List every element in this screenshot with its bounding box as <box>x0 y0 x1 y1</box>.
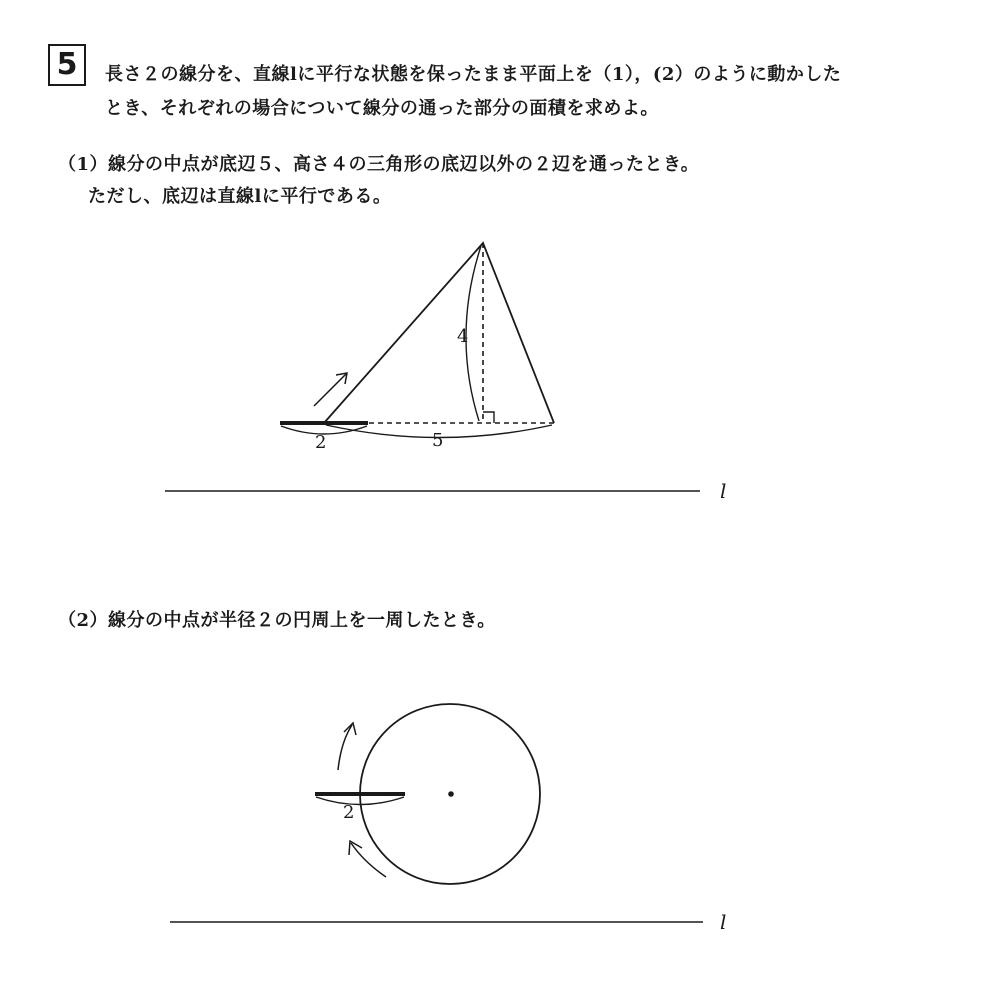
direction-arrow-lower <box>351 843 386 877</box>
direction-arrow-1 <box>314 374 346 406</box>
base-label: 5 <box>432 430 444 451</box>
segment-length-label-1: 2 <box>315 432 327 453</box>
triangle-sides <box>324 243 554 423</box>
part1-text-line2: ただし、底辺は直線lに平行である。 <box>88 186 392 207</box>
figure-2-circle <box>170 704 726 934</box>
right-angle-mark <box>483 412 494 423</box>
circle-center-dot <box>448 791 454 797</box>
figure-1-triangle <box>165 243 726 503</box>
line-l-label-2: l <box>720 910 727 934</box>
problem-statement-line2: とき、それぞれの場合について線分の通った部分の面積を求めよ。 <box>105 98 659 119</box>
problem-statement-line1: 長さ２の線分を、直線lに平行な状態を保ったまま平面上を（1），(2）のように動かした <box>105 64 842 85</box>
part1-text-line1: （1）線分の中点が底辺５、高さ４の三角形の底辺以外の２辺を通ったとき。 <box>58 154 700 175</box>
question-number: 5 <box>48 44 86 86</box>
segment-length-label-2: 2 <box>343 802 355 823</box>
height-label: 4 <box>457 326 469 347</box>
part2-text-line1: （2）線分の中点が半径２の円周上を一周したとき。 <box>58 610 496 631</box>
line-l-label-1: l <box>720 479 727 503</box>
